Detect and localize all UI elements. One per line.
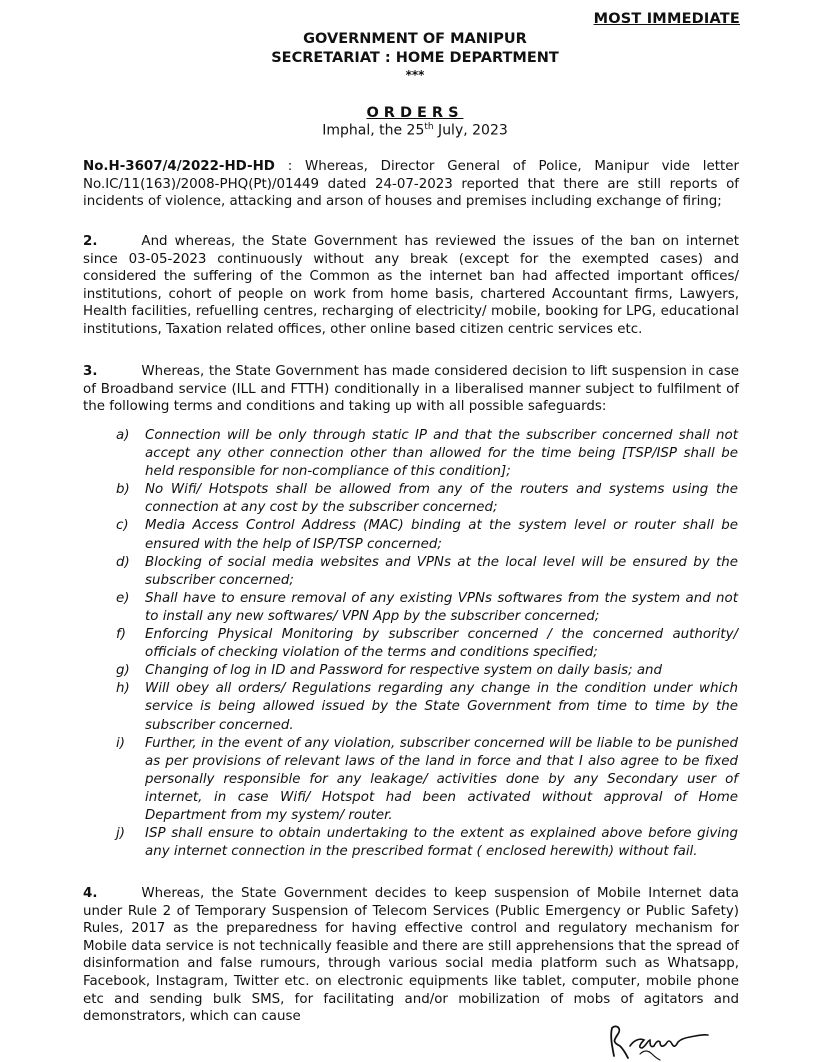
condition-label: j) (116, 826, 125, 842)
signature-image (600, 1020, 720, 1062)
condition-text: Shall have to ensure removal of any existing VPNs softwares from the system and not to install any new softwares/ VPN App by the subscriber concerned; (145, 590, 738, 624)
paragraph-number: 4. (83, 886, 98, 901)
condition-text: ISP shall ensure to obtain undertaking to the extent as explained above before giving any internet connection in the prescribed format ( enclosed herewith) without fail. (145, 826, 738, 860)
paragraph-3 (83, 363, 739, 416)
place-date-prefix: Imphal, the 25 (322, 122, 425, 139)
department-heading: SECRETARIAT : HOME DEPARTMENT (271, 50, 559, 66)
paragraph-text: And whereas, the State Government has reviewed the issues of the ban on internet since 03-05-2023 continuously without any break (except for the exempted cases) and considered the suffering of the Common as the internet ban had affected important offices/ institutions, cohort of people on work from home basis, chartered Accountant firms, Lawyers, Health facilities, refuelling centres, recharging of electricity/ mobile, booking for LPG, educational institutions, Taxation related offices, other online based citizen centric services etc. (83, 234, 739, 337)
paragraph-number: 3. (83, 364, 98, 379)
condition-item (116, 517, 738, 553)
condition-label: a) (116, 428, 130, 443)
condition-text: Blocking of social media websites and VPNs at the local level will be ensured by the subscriber concerned; (145, 554, 738, 588)
priority-label: MOST IMMEDIATE (593, 11, 740, 27)
condition-text: No Wifi/ Hotspots shall be allowed from any of the routers and systems using the connection at any cost by the subscriber concerned; (145, 482, 738, 516)
place-date-sup: th (424, 122, 434, 132)
page-title: ORDERS (366, 105, 464, 121)
condition-label: c) (116, 518, 129, 534)
conditions-list (116, 427, 738, 861)
condition-label: e) (116, 590, 130, 606)
condition-label: f) (116, 627, 126, 643)
paragraph-2 (83, 233, 739, 339)
condition-text: Connection will be only through static IP and that the subscriber concerned shall not accept any other connection other than allowed for the time being [TSP/ISP shall be held responsible for non-compliance of this condition]; (145, 428, 738, 480)
condition-item (116, 662, 738, 680)
paragraph-number: 2. (83, 234, 98, 249)
heading-separator: *** (405, 68, 425, 82)
condition-item (116, 481, 738, 517)
condition-text: Further, in the event of any violation, subscriber concerned will be liable to be punished as per provisions of relevant laws of the land in force and that I also agree to be fixed personally responsible for any leakage/ activities done by any Secondary user of internet, in case Wifi/ Hotspot had been activated without approval of Home Department from my system/ router. (145, 735, 738, 823)
intro-text: : Whereas, Director General of Police, Manipur vide letter No.IC/11(163)/2008-PHQ(Pt)/01449 dated 24-07-2023 reported that there are still reports of incidents of violence, attacking and arson of houses and premises including exchange of firing; (83, 159, 739, 210)
paragraph-text: Whereas, the State Government has made considered decision to lift suspension in case of Broadband service (ILL and FTTH) conditionally in a liberalised manner subject to fulfilment of the following terms and conditions and taking up with all possible safeguards: (83, 364, 739, 415)
condition-text: Changing of log in ID and Password for respective system on daily basis; and (145, 663, 663, 679)
condition-label: g) (116, 663, 130, 679)
condition-label: b) (116, 482, 130, 498)
condition-item (116, 590, 738, 626)
condition-item (116, 427, 738, 481)
government-heading: GOVERNMENT OF MANIPUR (303, 31, 527, 47)
intro-paragraph (83, 158, 739, 211)
reference-number: No.H-3607/4/2022-HD-HD (83, 159, 275, 174)
condition-text: Media Access Control Address (MAC) binding at the system level or router shall be ensured with the help of ISP/TSP concerned; (145, 518, 738, 552)
paragraph-text: Whereas, the State Government decides to keep suspension of Mobile Internet data under Rule 2 of Temporary Suspension of Telecom Services (Public Emergency or Public Safety) Rules, 2017 as the preparedness for having effective control and regulatory mechanism for Mobile data service is not technically feasible and there are still apprehensions that the spread of disinformation and false rumours, through various social media platform such as Whatsapp, Facebook, Instagram, Twitter etc. on electronic equipments like tablet, computer, mobile phone etc and sending bulk SMS, for facilitating and/or mobilization of mobs of agitators and demonstrators, which can cause (83, 886, 739, 1025)
condition-item (116, 735, 738, 825)
paragraph-4 (83, 885, 739, 1026)
condition-label: d) (116, 554, 130, 570)
place-date (0, 122, 830, 139)
condition-label: h) (116, 681, 130, 697)
condition-text: Will obey all orders/ Regulations regarding any change in the condition under which service is being allowed issued by the State Government from time to time by the subscriber concerned. (145, 681, 738, 733)
place-date-suffix: July, 2023 (433, 122, 508, 139)
condition-item (116, 680, 738, 734)
condition-text: Enforcing Physical Monitoring by subscriber concerned / the concerned authority/ officials of checking violation of the terms and conditions specified; (145, 627, 738, 661)
condition-item (116, 825, 738, 861)
condition-item (116, 554, 738, 590)
condition-item (116, 626, 738, 662)
condition-label: i) (116, 735, 125, 751)
